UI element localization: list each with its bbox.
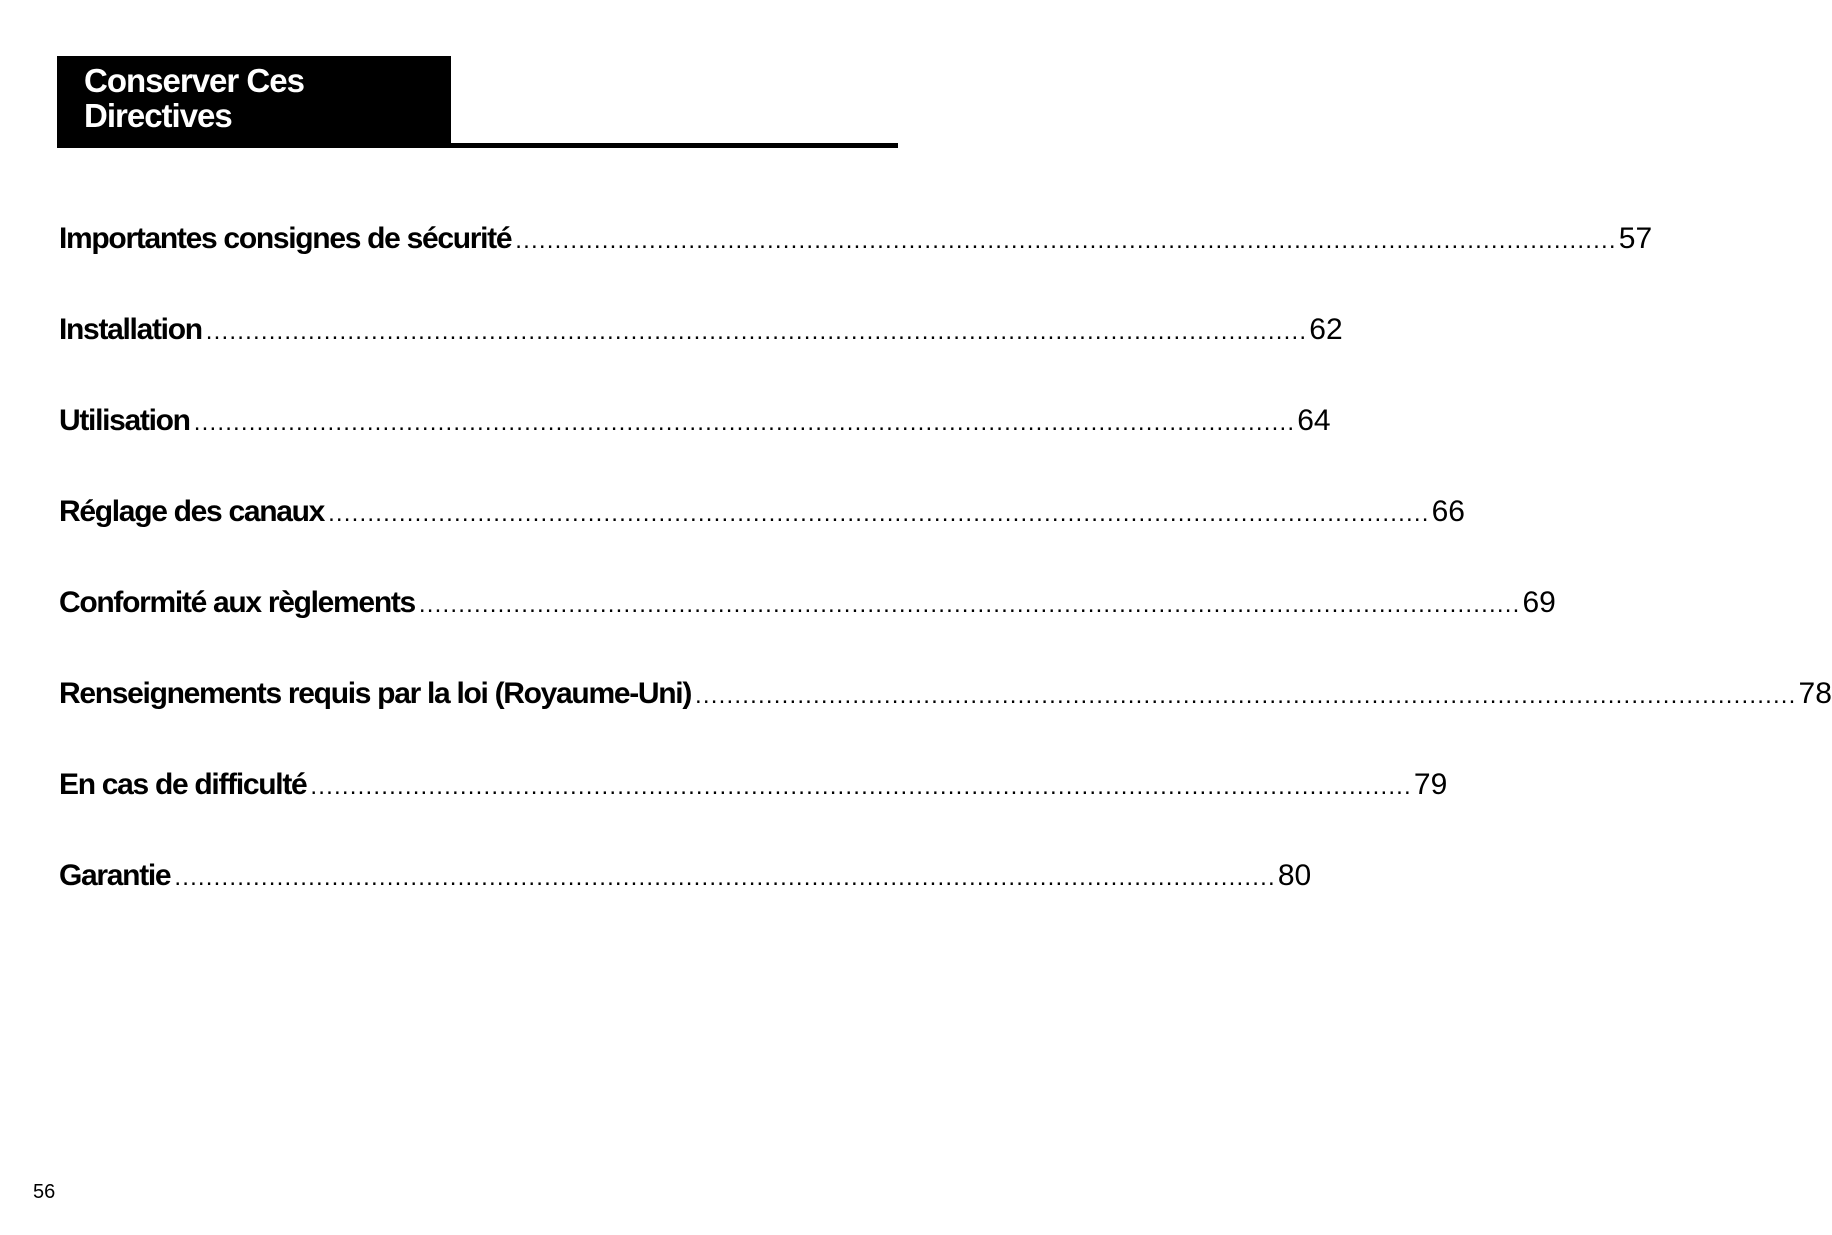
toc-dot-leader: ............................................................................................................................................ [515, 227, 1617, 254]
toc-dot-leader: ............................................................................................................................................ [174, 864, 1276, 891]
page-title [84, 63, 451, 133]
toc-entry-label: Utilisation [59, 404, 190, 437]
toc-entry-label: Garantie [59, 859, 171, 892]
page-number: 56 [33, 1181, 56, 1203]
toc-dot-leader: ............................................................................................................................................ [695, 682, 1797, 709]
toc-entry-compliance[interactable] [59, 586, 1556, 677]
header-rule [57, 143, 898, 148]
toc-dot-leader: ............................................................................................................................................ [328, 500, 1430, 527]
section-header [57, 56, 451, 146]
toc-entry-safety[interactable] [59, 222, 1653, 313]
toc-entry-warranty[interactable] [59, 859, 1312, 950]
toc-entry-page: 80 [1277, 859, 1312, 892]
toc-entry-installation[interactable] [59, 313, 1343, 404]
toc-entry-page: 64 [1297, 404, 1331, 437]
toc-entry-page: 78 [1798, 677, 1832, 710]
toc-entry-page: 79 [1413, 768, 1448, 801]
page-title-line2: Directives [84, 97, 232, 134]
toc-entry-label: Réglage des canaux [59, 495, 325, 528]
toc-dot-leader: ............................................................................................................................................ [418, 591, 1521, 618]
toc-entry-label: Installation [59, 313, 202, 346]
toc-entry-page: 69 [1522, 586, 1556, 619]
toc-entry-page: 57 [1618, 222, 1653, 255]
page-title-line1: Conserver Ces [84, 62, 304, 99]
toc-entry-troubleshooting[interactable] [59, 768, 1448, 859]
toc-dot-leader: ............................................................................................................................................ [310, 773, 1412, 800]
table-of-contents [59, 222, 1832, 950]
toc-entry-channels[interactable] [59, 495, 1465, 586]
toc-entry-label: Conformité aux règlements [59, 586, 415, 619]
toc-entry-label: En cas de difficulté [59, 768, 307, 801]
toc-entry-label: Renseignements requis par la loi (Royaume-Uni) [59, 677, 692, 710]
toc-entry-page: 66 [1431, 495, 1465, 528]
toc-entry-label: Importantes consignes de sécurité [59, 222, 512, 255]
toc-dot-leader: ............................................................................................................................................ [193, 409, 1296, 436]
toc-dot-leader: ............................................................................................................................................ [205, 318, 1308, 345]
toc-entry-uk-legal[interactable] [59, 677, 1832, 768]
toc-entry-usage[interactable] [59, 404, 1331, 495]
toc-entry-page: 62 [1309, 313, 1343, 346]
